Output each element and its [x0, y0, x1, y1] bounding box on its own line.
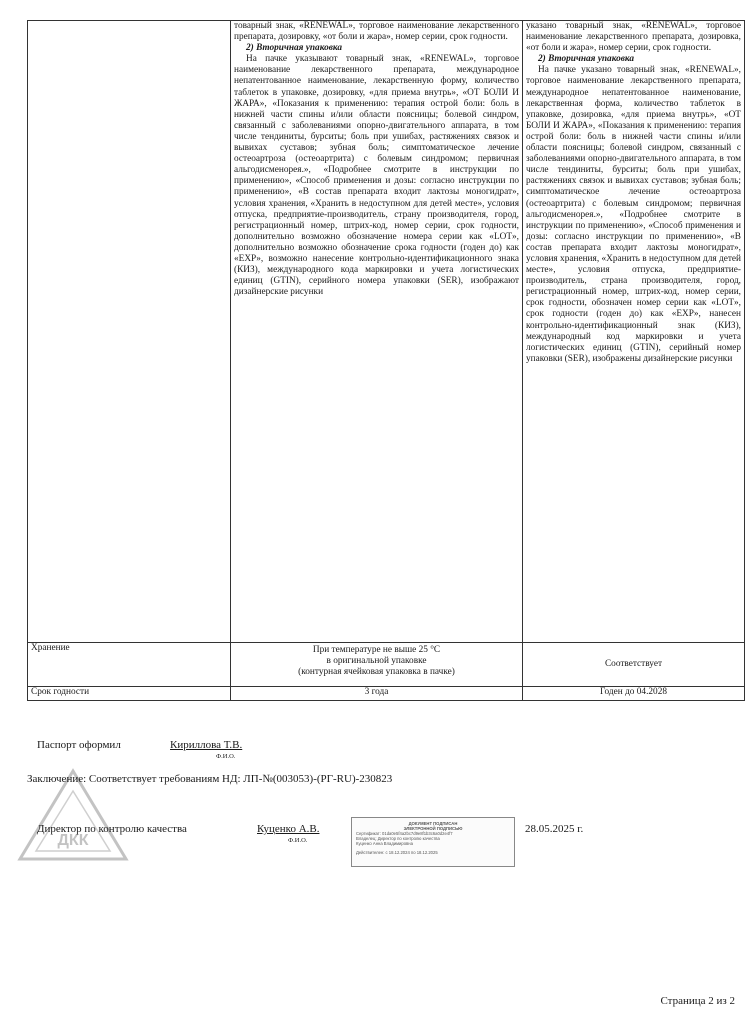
table-row-storage	[28, 643, 745, 687]
director-label: Директор по контролю качества	[37, 823, 187, 835]
signing-date: 28.05.2025 г.	[525, 823, 584, 835]
fio-caption-2: Ф.И.О.	[288, 837, 308, 844]
result-secondary-pack-heading: 2) Вторичная упаковка	[538, 54, 634, 65]
storage-req-line1: При температуре не выше 25 °С	[312, 645, 441, 655]
shelf-life-requirement: 3 года	[231, 687, 523, 701]
sig-certificate: Сертификат: 01da0e5f4a2bc7d9e8f1b3c6a0d2e4f7	[356, 831, 453, 836]
sig-owner: Владелец: Директор по контролю качества	[356, 836, 440, 841]
fio-caption: Ф.И.О.	[216, 753, 236, 760]
sig-owner-name: Куценко Анна Владимировна	[356, 841, 413, 846]
stamp-text: ДКК	[57, 832, 89, 849]
page-number: Страница 2 из 2	[660, 995, 735, 1007]
result-secondary-pack-text: На пачке указано товарный знак, «RENEWAL», торговое наименование лекарственного препарата, международное непатентованное наименование, лекарственная форма, количество таблеток в упаковке, дозировка, «для приема внутрь», «ОТ БОЛИ И ЖАРА», «Показания к применению: терапия острой боли: боль в нижней части спины и/или области поясницы; болевой синдром, связанный с заболеваниями опорно-двигательного аппарата, в том числе тендиниты, бурситы; боль при ушибах, растяжениях связок и вывихах суставов; зубная боль; симптоматическое лечение остеоартроза (остеоартрита) с болевым синдромом; первичная альгодисменорея.», «Подробнее смотрите в инструкции по применению», «Способ применения и дозы: согласно инструкции по применению», «В состав препарата входит лактозы моногидрат», условия хранения, «Хранить в недоступном для детей месте», условия отпуска, предприятие-производитель, страна производителя, город, регистрационный номер, штрих-код, номер серии, срок годности, обозначен номер серии как «LOT», срок годности (годен до) как «EXP», нанесен контрольно-идентификационный знак (КИЗ), международный код маркировки и учета логистических единиц (GTIN), серийный номер упаковки (SER), изображены дизайнерские рисунки	[526, 65, 741, 364]
secondary-pack-text: На пачке указывают товарный знак, «RENEWAL», торговое наименование лекарственного препарата, международное непатентованное наименование, лекарственную форму, количество таблеток в упаковке, дозировку, «для приема внутрь», «ОТ БОЛИ И ЖАРА», «Показания к применению: терапия острой боли: боль в нижней части спины и/или области поясницы; болевой синдром, связанный с заболеваниями опорно-двигательного аппарата, в том числе тендиниты, бурситы; боль при ушибах, растяжениях связок и вывихах суставов; зубная боль; симптоматическое лечение остеоартроза (остеоартрита) с болевым синдромом; первичная альгодисменорея.», «Подробнее смотрите в инструкции по применению», «Способ применения и дозы: согласно инструкции по применению», «В состав препарата входит лактозы моногидрат», условия хранения, «Хранить в недоступном для детей месте», условия отпуска, предприятие-производитель, страну производителя, город, регистрационный номер, штрих-код, номер серии, срок годности, дополнительно возможно обозначение номера серии как «LOT», дополнительно возможно обозначение срока годности (годен до) как «EXP», возможно нанесение контрольно-идентификационного знака (КИЗ), международного кода маркировки и учета логистических единиц (GTIN), серийного номера упаковки (SER), изображают дизайнерские рисунки	[234, 54, 519, 298]
shelf-life-label: Срок годности	[28, 687, 231, 701]
sig-title-2: ЭЛЕКТРОННОЙ ПОДПИСЬЮ	[403, 826, 463, 831]
storage-label: Хранение	[28, 643, 231, 687]
passport-signer-name: Кириллова Т.В.	[170, 739, 243, 751]
requirement-continuation: товарный знак, «RENEWAL», торговое наименование лекарственного препарата, дозировку, «от боли и жара», номер серии, срок годности.	[234, 21, 519, 43]
storage-requirement	[231, 643, 523, 687]
secondary-pack-heading: 2) Вторичная упаковка	[246, 43, 342, 54]
sig-validity: Действителен: с 18.12.2024 по 18.12.2025	[356, 850, 438, 855]
requirement-cell	[231, 21, 523, 643]
sig-title-1: ДОКУМЕНТ ПОДПИСАН	[408, 821, 458, 826]
director-name: Куценко А.В.	[257, 823, 320, 835]
result-cell	[523, 21, 745, 643]
conclusion-text: Заключение: Соответствует требованиям НД: ЛП-№(003053)-(РГ-RU)-230823	[27, 773, 393, 785]
result-continuation: указано товарный знак, «RENEWAL», торговое наименование лекарственного препарата, дозировка, «от боли и жара», номер серии, срок годности.	[526, 21, 741, 54]
electronic-signature-box	[351, 817, 515, 867]
spec-table	[27, 20, 745, 701]
param-cell	[28, 21, 231, 643]
storage-req-line3: (контурная ячейковая упаковка в пачке)	[298, 667, 455, 678]
storage-result: Соответствует	[523, 643, 745, 687]
table-row-shelf-life	[28, 687, 745, 701]
table-row	[28, 21, 745, 643]
passport-label: Паспорт оформил	[37, 739, 121, 751]
storage-req-line2: в оригинальной упаковке	[326, 656, 427, 667]
shelf-life-result: Годен до 04.2028	[523, 687, 745, 701]
